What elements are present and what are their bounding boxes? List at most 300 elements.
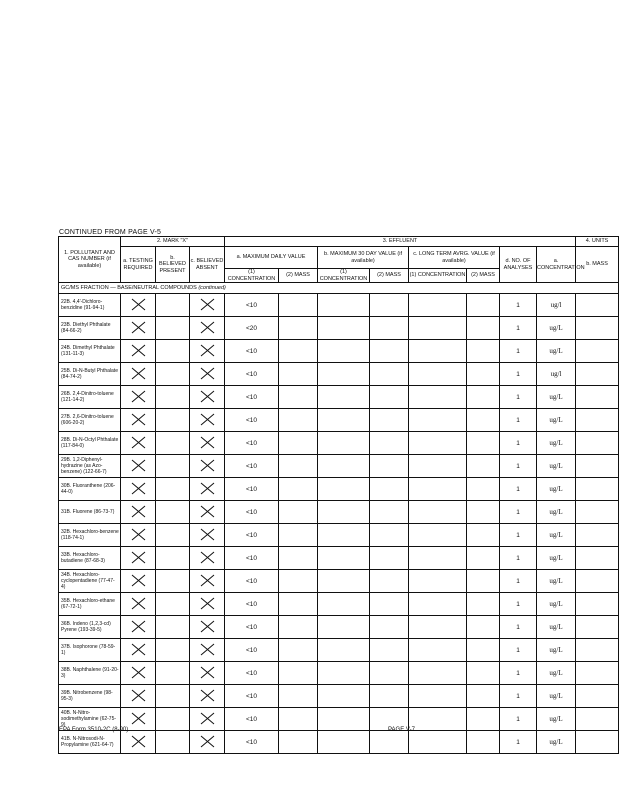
section-title: [59, 283, 619, 294]
max-daily-mass: [279, 409, 318, 432]
concentration-unit: ug/L: [537, 340, 576, 363]
max-daily-concentration: <10: [225, 616, 279, 639]
long-term-concentration: [409, 616, 467, 639]
max-daily-concentration: <10: [225, 662, 279, 685]
max-30day-concentration: [318, 662, 370, 685]
believed-present-mark: [156, 593, 190, 616]
testing-required-mark: [121, 593, 156, 616]
max-daily-mass: [279, 685, 318, 708]
long-term-mass: [467, 317, 500, 340]
number-of-analyses: 1: [500, 616, 537, 639]
mass-unit: [576, 593, 619, 616]
x-mark-icon: [131, 666, 146, 679]
x-mark-icon: [131, 643, 146, 656]
max-30day-concentration: [318, 547, 370, 570]
max-30day-mass: [370, 386, 409, 409]
number-of-analyses: 1: [500, 340, 537, 363]
believed-absent-mark: [190, 478, 225, 501]
number-of-analyses: 1: [500, 662, 537, 685]
long-term-concentration: [409, 294, 467, 317]
table-row: [59, 294, 619, 317]
max-30day-mass: [370, 524, 409, 547]
mass-unit: [576, 340, 619, 363]
max-30day-mass: [370, 432, 409, 455]
x-mark-icon: [131, 344, 146, 357]
max-30day-concentration: [318, 708, 370, 731]
max-daily-mass: [279, 294, 318, 317]
max-30day-mass: [370, 593, 409, 616]
max-daily-mass: [279, 593, 318, 616]
pollutant-name: 37B. Isophorone (78-59-1): [59, 639, 121, 662]
believed-absent-mark: [190, 593, 225, 616]
max-30day-concentration: [318, 731, 370, 754]
max-30day-mass: [370, 340, 409, 363]
x-mark-icon: [200, 528, 215, 541]
col-concentration-unit: a. CONCENTRATION: [537, 247, 576, 283]
believed-absent-mark: [190, 386, 225, 409]
testing-required-mark: [121, 478, 156, 501]
believed-present-mark: [156, 570, 190, 593]
max-30day-concentration: [318, 501, 370, 524]
max-30day-concentration: [318, 524, 370, 547]
max-daily-concentration: <10: [225, 478, 279, 501]
x-mark-icon: [131, 689, 146, 702]
long-term-mass: [467, 340, 500, 363]
believed-present-mark: [156, 386, 190, 409]
x-mark-icon: [131, 712, 146, 725]
number-of-analyses: 1: [500, 294, 537, 317]
believed-present-mark: [156, 662, 190, 685]
long-term-mass: [467, 294, 500, 317]
number-of-analyses: 1: [500, 547, 537, 570]
max-30day-mass: [370, 478, 409, 501]
x-mark-icon: [200, 482, 215, 495]
table-row: [59, 501, 619, 524]
pollutant-name: 34B. Hexachloro-cyclopentadiene (77-47-4): [59, 570, 121, 593]
max-daily-mass: [279, 386, 318, 409]
x-mark-icon: [200, 666, 215, 679]
col-max-30day: b. MAXIMUM 30 DAY VALUE (if available): [318, 247, 409, 269]
concentration-unit: ug/L: [537, 478, 576, 501]
long-term-concentration: [409, 478, 467, 501]
table-row: [59, 547, 619, 570]
long-term-mass: [467, 524, 500, 547]
max-30day-concentration: [318, 363, 370, 386]
table-row: [59, 685, 619, 708]
long-term-mass: [467, 455, 500, 478]
table-row: [59, 432, 619, 455]
x-mark-icon: [131, 390, 146, 403]
number-of-analyses: 1: [500, 432, 537, 455]
max-daily-concentration: <10: [225, 340, 279, 363]
long-term-concentration: [409, 662, 467, 685]
table-row: [59, 317, 619, 340]
max-30day-mass: [370, 570, 409, 593]
max-daily-mass: [279, 432, 318, 455]
concentration-unit: ug/L: [537, 570, 576, 593]
col-no-analyses: d. NO. OF ANALYSES: [500, 247, 537, 283]
x-mark-icon: [200, 436, 215, 449]
long-term-mass: [467, 409, 500, 432]
believed-present-mark: [156, 363, 190, 386]
concentration-unit: ug/L: [537, 708, 576, 731]
max-daily-mass: [279, 501, 318, 524]
max-daily-mass: [279, 662, 318, 685]
pollutant-name: 32B. Hexachloro-benzene (118-74-1): [59, 524, 121, 547]
long-term-mass: [467, 708, 500, 731]
max-daily-mass: [279, 478, 318, 501]
concentration-unit: ug/L: [537, 386, 576, 409]
testing-required-mark: [121, 432, 156, 455]
max-daily-concentration: <10: [225, 501, 279, 524]
pollutant-name: 22B. 4,4'-Dichloro-benzidine (91-94-1): [59, 294, 121, 317]
max-daily-concentration: <10: [225, 432, 279, 455]
table-row: [59, 455, 619, 478]
concentration-unit: ug/L: [537, 593, 576, 616]
believed-present-mark: [156, 501, 190, 524]
col-max-daily-conc: (1) CONCENTRATION: [225, 269, 279, 283]
mass-unit: [576, 524, 619, 547]
table-row: [59, 363, 619, 386]
x-mark-icon: [200, 367, 215, 380]
believed-absent-mark: [190, 409, 225, 432]
number-of-analyses: 1: [500, 570, 537, 593]
table-row: [59, 570, 619, 593]
x-mark-icon: [131, 482, 146, 495]
testing-required-mark: [121, 662, 156, 685]
number-of-analyses: 1: [500, 708, 537, 731]
x-mark-icon: [200, 459, 215, 472]
long-term-mass: [467, 547, 500, 570]
col-30day-conc: (1) CONCENTRATION: [318, 269, 370, 283]
long-term-mass: [467, 685, 500, 708]
concentration-unit: ug/L: [537, 662, 576, 685]
number-of-analyses: 1: [500, 455, 537, 478]
max-30day-concentration: [318, 432, 370, 455]
believed-absent-mark: [190, 524, 225, 547]
pollutant-name: 33B. Hexachloro-butadiene (87-68-3): [59, 547, 121, 570]
believed-present-mark: [156, 455, 190, 478]
long-term-concentration: [409, 340, 467, 363]
max-30day-concentration: [318, 455, 370, 478]
believed-absent-mark: [190, 639, 225, 662]
number-of-analyses: 1: [500, 363, 537, 386]
number-of-analyses: 1: [500, 478, 537, 501]
long-term-mass: [467, 570, 500, 593]
max-daily-concentration: <10: [225, 570, 279, 593]
table-row: [59, 593, 619, 616]
form-number: EPA Form 3510-2C (8-90): [59, 727, 129, 733]
table-row: [59, 524, 619, 547]
number-of-analyses: 1: [500, 409, 537, 432]
long-term-concentration: [409, 363, 467, 386]
mass-unit: [576, 662, 619, 685]
believed-present-mark: [156, 616, 190, 639]
long-term-concentration: [409, 409, 467, 432]
max-30day-mass: [370, 294, 409, 317]
concentration-unit: ug/L: [537, 685, 576, 708]
max-30day-mass: [370, 501, 409, 524]
max-daily-concentration: <10: [225, 386, 279, 409]
x-mark-icon: [200, 735, 215, 748]
x-mark-icon: [200, 413, 215, 426]
concentration-unit: ug/L: [537, 432, 576, 455]
max-daily-concentration: <10: [225, 524, 279, 547]
max-30day-mass: [370, 731, 409, 754]
table-row: [59, 708, 619, 731]
concentration-unit: ug/L: [537, 616, 576, 639]
number-of-analyses: 1: [500, 731, 537, 754]
testing-required-mark: [121, 455, 156, 478]
max-30day-mass: [370, 363, 409, 386]
believed-absent-mark: [190, 455, 225, 478]
max-daily-mass: [279, 455, 318, 478]
x-mark-icon: [131, 459, 146, 472]
mass-unit: [576, 294, 619, 317]
max-30day-concentration: [318, 570, 370, 593]
long-term-mass: [467, 662, 500, 685]
number-of-analyses: 1: [500, 386, 537, 409]
believed-present-mark: [156, 340, 190, 363]
testing-required-mark: [121, 616, 156, 639]
max-30day-concentration: [318, 386, 370, 409]
testing-required-mark: [121, 639, 156, 662]
x-mark-icon: [200, 597, 215, 610]
number-of-analyses: 1: [500, 685, 537, 708]
max-30day-mass: [370, 616, 409, 639]
long-term-mass: [467, 616, 500, 639]
max-daily-mass: [279, 639, 318, 662]
mass-unit: [576, 547, 619, 570]
col-effluent: 3. EFFLUENT: [225, 237, 576, 247]
max-daily-mass: [279, 547, 318, 570]
concentration-unit: ug/l: [537, 363, 576, 386]
number-of-analyses: 1: [500, 524, 537, 547]
testing-required-mark: [121, 570, 156, 593]
long-term-mass: [467, 593, 500, 616]
pollutant-name: 29B. 1,2-Diphenyl-hydrazine (as Azo-benzene) (122-66-7): [59, 455, 121, 478]
believed-absent-mark: [190, 294, 225, 317]
long-term-mass: [467, 639, 500, 662]
pollutant-name: 23B. Diethyl Phthalate (84-66-2): [59, 317, 121, 340]
x-mark-icon: [131, 436, 146, 449]
believed-absent-mark: [190, 340, 225, 363]
col-mass-unit: b. MASS: [576, 247, 619, 283]
believed-absent-mark: [190, 570, 225, 593]
max-30day-concentration: [318, 639, 370, 662]
max-30day-concentration: [318, 340, 370, 363]
concentration-unit: ug/L: [537, 547, 576, 570]
max-daily-mass: [279, 524, 318, 547]
max-daily-concentration: <10: [225, 455, 279, 478]
believed-present-mark: [156, 731, 190, 754]
col-believed-present: b. BELIEVED PRESENT: [156, 247, 190, 283]
long-term-concentration: [409, 501, 467, 524]
max-30day-concentration: [318, 294, 370, 317]
max-30day-mass: [370, 639, 409, 662]
col-max-daily-mass: (2) MASS: [279, 269, 318, 283]
max-daily-mass: [279, 570, 318, 593]
col-max-daily: a. MAXIMUM DAILY VALUE: [225, 247, 318, 269]
table-row: [59, 616, 619, 639]
x-mark-icon: [131, 298, 146, 311]
believed-present-mark: [156, 294, 190, 317]
testing-required-mark: [121, 524, 156, 547]
max-daily-mass: [279, 363, 318, 386]
mass-unit: [576, 363, 619, 386]
max-30day-mass: [370, 409, 409, 432]
pollutant-name: 36B. Indeno (1,2,3-cd) Pyrene (193-39-5): [59, 616, 121, 639]
max-30day-concentration: [318, 685, 370, 708]
long-term-concentration: [409, 432, 467, 455]
testing-required-mark: [121, 317, 156, 340]
concentration-unit: ug/L: [537, 317, 576, 340]
table-row: [59, 386, 619, 409]
long-term-concentration: [409, 547, 467, 570]
number-of-analyses: 1: [500, 639, 537, 662]
testing-required-mark: [121, 547, 156, 570]
mass-unit: [576, 731, 619, 754]
max-daily-concentration: <10: [225, 294, 279, 317]
pollutant-name: 25B. Di-N-Butyl Phthalate (84-74-2): [59, 363, 121, 386]
believed-present-mark: [156, 524, 190, 547]
pollutant-name: 24B. Dimethyl Phthalate (131-11-3): [59, 340, 121, 363]
max-daily-concentration: <10: [225, 593, 279, 616]
x-mark-icon: [131, 574, 146, 587]
max-daily-concentration: <20: [225, 317, 279, 340]
x-mark-icon: [200, 620, 215, 633]
long-term-concentration: [409, 317, 467, 340]
testing-required-mark: [121, 340, 156, 363]
concentration-unit: ug/L: [537, 524, 576, 547]
long-term-concentration: [409, 524, 467, 547]
mass-unit: [576, 639, 619, 662]
max-30day-mass: [370, 317, 409, 340]
max-30day-mass: [370, 685, 409, 708]
max-daily-concentration: <10: [225, 409, 279, 432]
max-30day-concentration: [318, 409, 370, 432]
testing-required-mark: [121, 731, 156, 754]
long-term-concentration: [409, 386, 467, 409]
x-mark-icon: [200, 321, 215, 334]
long-term-mass: [467, 432, 500, 455]
believed-present-mark: [156, 317, 190, 340]
col-units: 4. UNITS: [576, 237, 619, 247]
believed-present-mark: [156, 708, 190, 731]
believed-present-mark: [156, 685, 190, 708]
long-term-mass: [467, 478, 500, 501]
long-term-mass: [467, 386, 500, 409]
mass-unit: [576, 685, 619, 708]
col-believed-absent: c. BELIEVED ABSENT: [190, 247, 225, 283]
pollutant-name: 31B. Fluorene (86-73-7): [59, 501, 121, 524]
table-row: [59, 731, 619, 754]
max-daily-concentration: <10: [225, 685, 279, 708]
testing-required-mark: [121, 294, 156, 317]
long-term-concentration: [409, 639, 467, 662]
long-term-concentration: [409, 570, 467, 593]
believed-present-mark: [156, 478, 190, 501]
max-30day-mass: [370, 455, 409, 478]
long-term-concentration: [409, 708, 467, 731]
max-30day-mass: [370, 662, 409, 685]
number-of-analyses: 1: [500, 593, 537, 616]
page-number: PAGE V-7: [388, 727, 415, 733]
long-term-concentration: [409, 455, 467, 478]
long-term-concentration: [409, 593, 467, 616]
max-30day-concentration: [318, 593, 370, 616]
max-daily-concentration: <10: [225, 547, 279, 570]
long-term-mass: [467, 731, 500, 754]
table-row: [59, 409, 619, 432]
x-mark-icon: [200, 551, 215, 564]
believed-absent-mark: [190, 731, 225, 754]
pollutant-table: [58, 236, 619, 754]
table-row: [59, 340, 619, 363]
testing-required-mark: [121, 386, 156, 409]
pollutant-name: 35B. Hexachloro-ethane (67-72-1): [59, 593, 121, 616]
mass-unit: [576, 409, 619, 432]
believed-absent-mark: [190, 363, 225, 386]
pollutant-name: 39B. Nitrobenzene (98-95-3): [59, 685, 121, 708]
continued-from-label: CONTINUED FROM PAGE V-5: [59, 229, 162, 236]
x-mark-icon: [131, 551, 146, 564]
believed-absent-mark: [190, 432, 225, 455]
x-mark-icon: [200, 298, 215, 311]
mass-unit: [576, 432, 619, 455]
long-term-mass: [467, 501, 500, 524]
max-daily-concentration: <10: [225, 708, 279, 731]
col-long-term: c. LONG TERM AVRG. VALUE (if available): [409, 247, 500, 269]
mass-unit: [576, 455, 619, 478]
x-mark-icon: [131, 528, 146, 541]
mass-unit: [576, 386, 619, 409]
believed-present-mark: [156, 547, 190, 570]
number-of-analyses: 1: [500, 501, 537, 524]
x-mark-icon: [131, 597, 146, 610]
x-mark-icon: [131, 367, 146, 380]
concentration-unit: ug/L: [537, 409, 576, 432]
col-lt-conc: (1) CONCENTRATION: [409, 269, 467, 283]
believed-absent-mark: [190, 662, 225, 685]
pollutant-name: 41B. N-Nitrosodi-N-Propylamine (621-64-7): [59, 731, 121, 754]
col-pollutant: 1. POLLUTANT AND CAS NUMBER (if available): [59, 237, 121, 283]
max-daily-concentration: <10: [225, 363, 279, 386]
x-mark-icon: [131, 413, 146, 426]
concentration-unit: ug/L: [537, 731, 576, 754]
x-mark-icon: [200, 689, 215, 702]
mass-unit: [576, 708, 619, 731]
mass-unit: [576, 501, 619, 524]
concentration-unit: ug/l: [537, 294, 576, 317]
long-term-mass: [467, 363, 500, 386]
x-mark-icon: [200, 574, 215, 587]
table-row: [59, 478, 619, 501]
believed-present-mark: [156, 409, 190, 432]
pollutant-name: 40B. N-Nitro-sodimethylamine (62-75-9): [59, 708, 121, 731]
x-mark-icon: [131, 735, 146, 748]
max-30day-concentration: [318, 317, 370, 340]
max-daily-concentration: <10: [225, 731, 279, 754]
long-term-concentration: [409, 685, 467, 708]
believed-present-mark: [156, 432, 190, 455]
section-note: (continued): [198, 284, 226, 291]
concentration-unit: ug/L: [537, 455, 576, 478]
max-daily-mass: [279, 340, 318, 363]
testing-required-mark: [121, 363, 156, 386]
concentration-unit: ug/L: [537, 639, 576, 662]
mass-unit: [576, 317, 619, 340]
